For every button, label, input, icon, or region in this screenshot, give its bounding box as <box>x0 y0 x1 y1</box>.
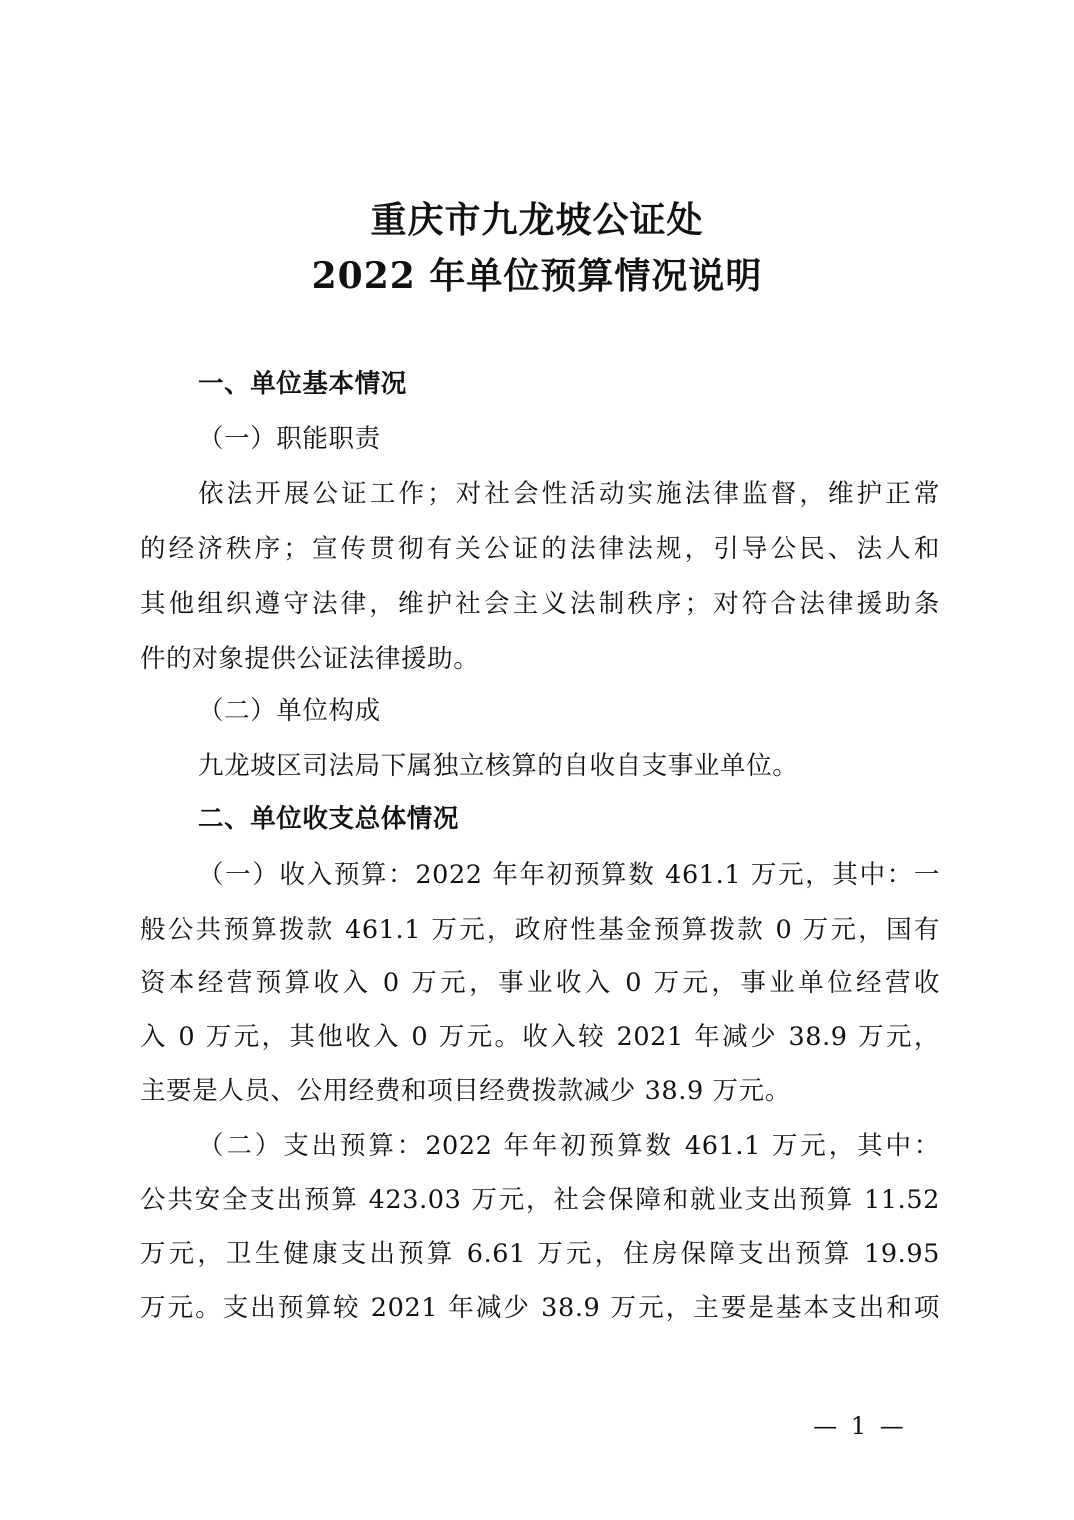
section1-sub2-heading: （二）单位构成 <box>198 696 381 726</box>
page-number: — 1 — <box>813 1412 907 1440</box>
paragraph-line: 资本经营预算收入 0 万元，事业收入 0 万元，事业单位经营收 <box>140 968 940 998</box>
paragraph-line: 件的对象提供公证法律援助。 <box>140 644 480 674</box>
section1-heading: 一、单位基本情况 <box>198 369 407 399</box>
paragraph-line: （一）收入预算：2022 年年初预算数 461.1 万元，其中：一 <box>198 860 940 890</box>
document-title-line1: 重庆市九龙坡公证处 <box>370 199 704 241</box>
paragraph-line: 公共安全支出预算 423.03 万元，社会保障和就业支出预算 11.52 <box>140 1185 940 1215</box>
section2-heading: 二、单位收支总体情况 <box>198 804 460 834</box>
paragraph-line: 九龙坡区司法局下属独立核算的自收自支事业单位。 <box>198 751 799 781</box>
paragraph-line: 万元，卫生健康支出预算 6.61 万元，住房保障支出预算 19.95 <box>140 1239 940 1269</box>
paragraph-line: （二）支出预算：2022 年年初预算数 461.1 万元，其中： <box>198 1131 940 1161</box>
paragraph-line: 般公共预算拨款 461.1 万元，政府性基金预算拨款 0 万元，国有 <box>140 915 940 945</box>
document-title-line2: 2022 年单位预算情况说明 <box>311 255 763 297</box>
paragraph-line: 依法开展公证工作；对社会性活动实施法律监督，维护正常 <box>198 479 940 509</box>
paragraph-line: 主要是人员、公用经费和项目经费拨款减少 38.9 万元。 <box>140 1076 791 1106</box>
paragraph-line: 万元。支出预算较 2021 年减少 38.9 万元，主要是基本支出和项 <box>140 1293 940 1323</box>
paragraph-line: 其他组织遵守法律，维护社会主义法制秩序；对符合法律援助条 <box>140 589 940 619</box>
paragraph-line: 的经济秩序；宣传贯彻有关公证的法律法规，引导公民、法人和 <box>140 534 940 564</box>
paragraph-line: 入 0 万元，其他收入 0 万元。收入较 2021 年减少 38.9 万元， <box>140 1022 940 1052</box>
section1-sub1-heading: （一）职能职责 <box>198 424 381 454</box>
